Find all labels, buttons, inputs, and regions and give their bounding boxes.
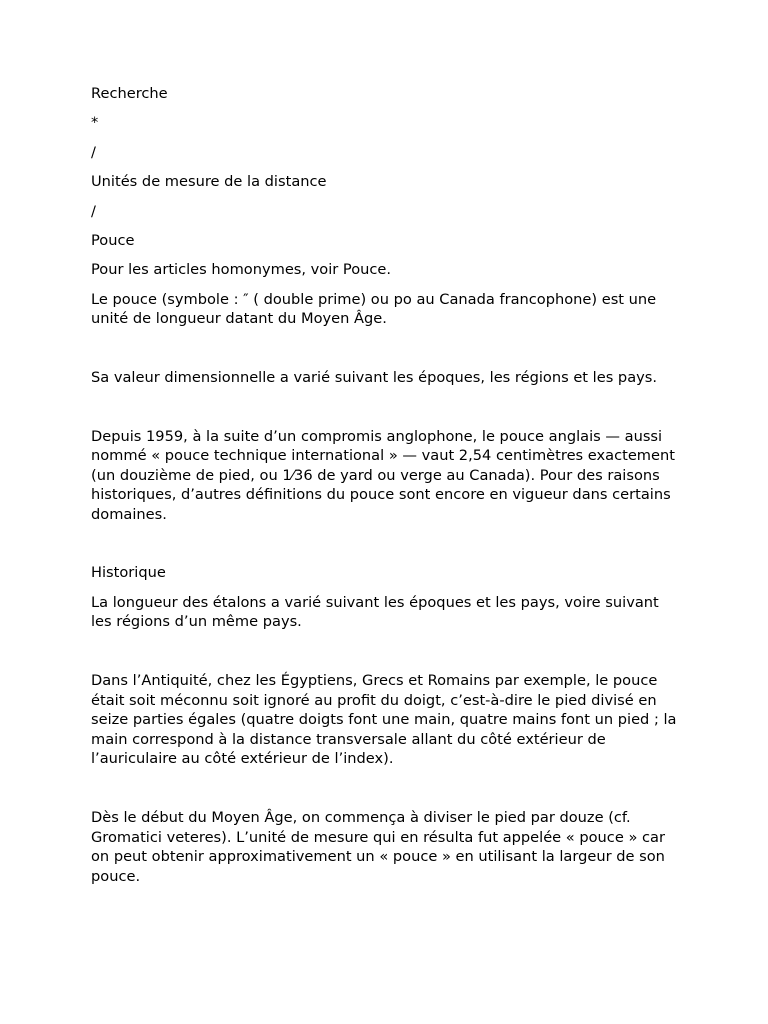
antiquity-paragraph: Dans l’Antiquité, chez les Égyptiens, Grecs et Romains par exemple, le pouce était soit méconnu soit ignoré au profit du doigt, c’est-à-dire le pied divisé en seize parties égales (quatre doigts font une main, quatre mains font un pied ; la main correspond à la distance transversale allant du côté extérieur de l’auriculaire au côté extérieur de l’index). (91, 672, 677, 768)
page-title: Pouce (91, 231, 135, 249)
breadcrumb-separator: / (91, 143, 96, 161)
value-paragraph: Sa valeur dimensionnelle a varié suivant les époques, les régions et les pays. (91, 368, 658, 386)
standards-paragraph: La longueur des étalons a varié suivant les époques et les pays, voire suivant les régions d’un même pays. (91, 593, 659, 631)
middle-ages-paragraph: Dès le début du Moyen Âge, on commença à diviser le pied par douze (cf. Gromatici veteres). L’unité de mesure qui en résulta fut appelée « pouce » car on peut obtenir approximativement un « pouce » en utilisant la largeur de son pouce. (91, 809, 665, 885)
homonym-note: Pour les articles homonymes, voir Pouce. (91, 261, 392, 279)
definition-1959-paragraph: Depuis 1959, à la suite d’un compromis anglophone, le pouce anglais — aussi nommé « pouce technique international » — vaut 2,54 centimètres exactement (un douzième de pied, ou 1⁄36 de yard ou verge au Canada). Pour des raisons historiques, d’autres définitions du pouce sont encore en vigueur dans certains domaines. (91, 427, 675, 523)
document-page (91, 84, 681, 886)
breadcrumb-search-link[interactable]: Recherche (91, 85, 168, 102)
section-heading-history: Historique (91, 564, 166, 582)
intro-paragraph: Le pouce (symbole : ″ ( double prime) ou po au Canada francophone) est une unité de longueur datant du Moyen Âge. (91, 290, 657, 328)
breadcrumb-category-link[interactable]: Unités de mesure de la distance (91, 173, 327, 191)
breadcrumb-separator: / (91, 202, 96, 220)
breadcrumb-root-link[interactable]: * (91, 114, 99, 132)
